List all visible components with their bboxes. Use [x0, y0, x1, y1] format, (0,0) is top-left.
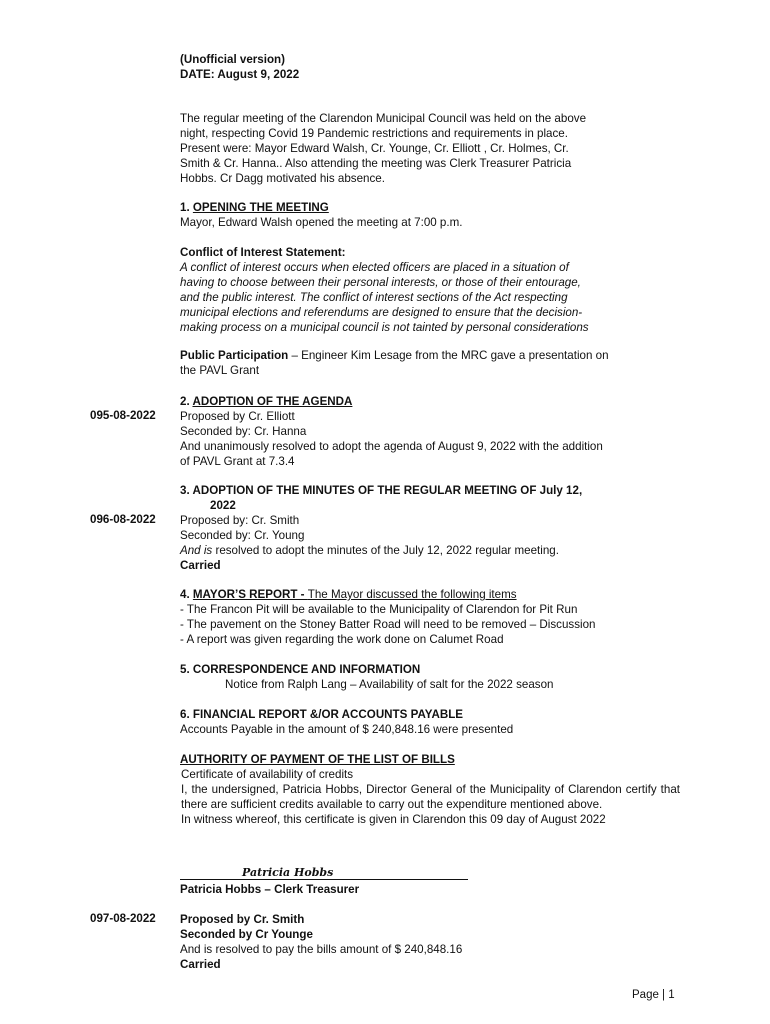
proposed-by: Proposed by Cr. Smith [180, 913, 305, 926]
correspondence-text: Notice from Ralph Lang – Availability of salt for the 2022 season [225, 678, 554, 691]
signatory-name: Patricia Hobbs – Clerk Treasurer [180, 883, 360, 896]
resolution-number: 096-08-2022 [90, 513, 156, 526]
section-title: MAYOR’S REPORT - [192, 588, 308, 601]
version-label: (Unofficial version) [180, 53, 286, 66]
public-text: the PAVL Grant [180, 364, 260, 377]
authority-block [180, 752, 680, 827]
report-item: - A report was given regarding the work done on Calumet Road [180, 633, 504, 646]
conflict-line: and the public interest. The conflict of interest sections of the Act respecting [180, 291, 568, 304]
agenda-line: Proposed by Cr. Elliott [180, 410, 295, 423]
certificate-title: Certificate of availability of credits [181, 768, 354, 781]
intro-paragraph [180, 111, 680, 186]
signature-line [180, 879, 468, 880]
report-item: - The Francon Pit will be available to the Municipality of Clarendon for Pit Run [180, 603, 578, 616]
section-number: 4. [180, 588, 193, 601]
resolution-number: 097-08-2022 [90, 912, 156, 925]
intro-line: Hobbs. Cr Dagg motivated his absence. [180, 172, 385, 185]
section-financial [180, 707, 680, 737]
conflict-heading: Conflict of Interest Statement: [180, 246, 346, 259]
section-heading [180, 394, 680, 409]
intro-line: night, respecting Covid 19 Pandemic restrictions and requirements in place. [180, 127, 568, 140]
section-number: 2. [180, 395, 193, 408]
agenda-line: of PAVL Grant at 7.3.4 [180, 455, 295, 468]
authority-heading: AUTHORITY OF PAYMENT OF THE LIST OF BILLS [180, 753, 455, 766]
public-participation [180, 348, 680, 378]
intro-line: Smith & Cr. Hanna.. Also attending the meeting was Clerk Treasurer Patricia [180, 157, 572, 170]
section-number: 1. [180, 201, 193, 214]
witness-text: In witness whereof, this certificate is given in Clarendon this 09 day of August 2022 [181, 813, 606, 826]
conflict-line: having to choose between their personal interests, or those of their entourage, [180, 276, 581, 289]
carried-label: Carried [180, 958, 221, 971]
section-title: 3. ADOPTION OF THE MINUTES OF THE REGULAR MEETING OF July 12, [180, 484, 583, 497]
section-title: ADOPTION OF THE AGENDA [192, 395, 353, 408]
public-text: – Engineer Kim Lesage from the MRC gave a presentation on [288, 349, 609, 362]
carried-label: Carried [180, 559, 221, 572]
meeting-date: DATE: August 9, 2022 [180, 68, 300, 81]
bills-resolution [180, 912, 680, 972]
conflict-line: making process on a municipal council is not tainted by personal considerations [180, 321, 589, 334]
resolved-italic: And is [180, 544, 213, 557]
resolution-number: 095-08-2022 [90, 409, 156, 422]
seconded-by: Seconded by: Cr. Young [180, 529, 305, 542]
agenda-line: Seconded by: Cr. Hanna [180, 425, 307, 438]
intro-line: The regular meeting of the Clarendon Municipal Council was held on the above [180, 112, 587, 125]
proposed-by: Proposed by: Cr. Smith [180, 514, 300, 527]
section-title: 5. CORRESPONDENCE AND INFORMATION [180, 663, 421, 676]
section-opening [180, 200, 680, 230]
conflict-line: A conflict of interest occurs when elected officers are placed in a situation of [180, 261, 569, 274]
agenda-line: And unanimously resolved to adopt the agenda of August 9, 2022 with the addition [180, 440, 603, 453]
public-label: Public Participation [180, 349, 289, 362]
section-title: 6. FINANCIAL REPORT &/OR ACCOUNTS PAYABLE [180, 708, 464, 721]
header-block [180, 52, 680, 82]
resolved-text: resolved to adopt the minutes of the July 12, 2022 regular meeting. [212, 544, 559, 557]
report-item: - The pavement on the Stoney Batter Road will need to be removed – Discussion [180, 618, 596, 631]
intro-line: Present were: Mayor Edward Walsh, Cr. Younge, Cr. Elliott , Cr. Holmes, Cr. [180, 142, 569, 155]
page-number: Page | 1 [632, 989, 675, 1001]
section-heading [180, 200, 680, 215]
section-title-rest: The Mayor discussed the following items [307, 588, 517, 601]
section-title: OPENING THE MEETING [192, 201, 329, 214]
signature: Patricia Hobbs [242, 866, 334, 879]
seconded-by: Seconded by Cr Younge [180, 928, 313, 941]
section-text: Mayor, Edward Walsh opened the meeting at 7:00 p.m. [180, 216, 463, 229]
section-agenda [180, 394, 680, 469]
section-mayor-report [180, 587, 680, 647]
section-title-cont: 2022 [210, 499, 236, 512]
section-correspondence [180, 662, 680, 692]
conflict-statement [180, 245, 680, 335]
conflict-line: municipal elections and referendums are designed to ensure that the decision- [180, 306, 583, 319]
certificate-text: I, the undersigned, Patricia Hobbs, Director General of the Municipality of Clarendon certify that there are sufficient credits available to carry out the expenditure mentioned above. [181, 783, 680, 811]
section-minutes [180, 483, 680, 573]
resolved-text: And is resolved to pay the bills amount of $ 240,848.16 [180, 943, 463, 956]
financial-text: Accounts Payable in the amount of $ 240,848.16 were presented [180, 723, 514, 736]
